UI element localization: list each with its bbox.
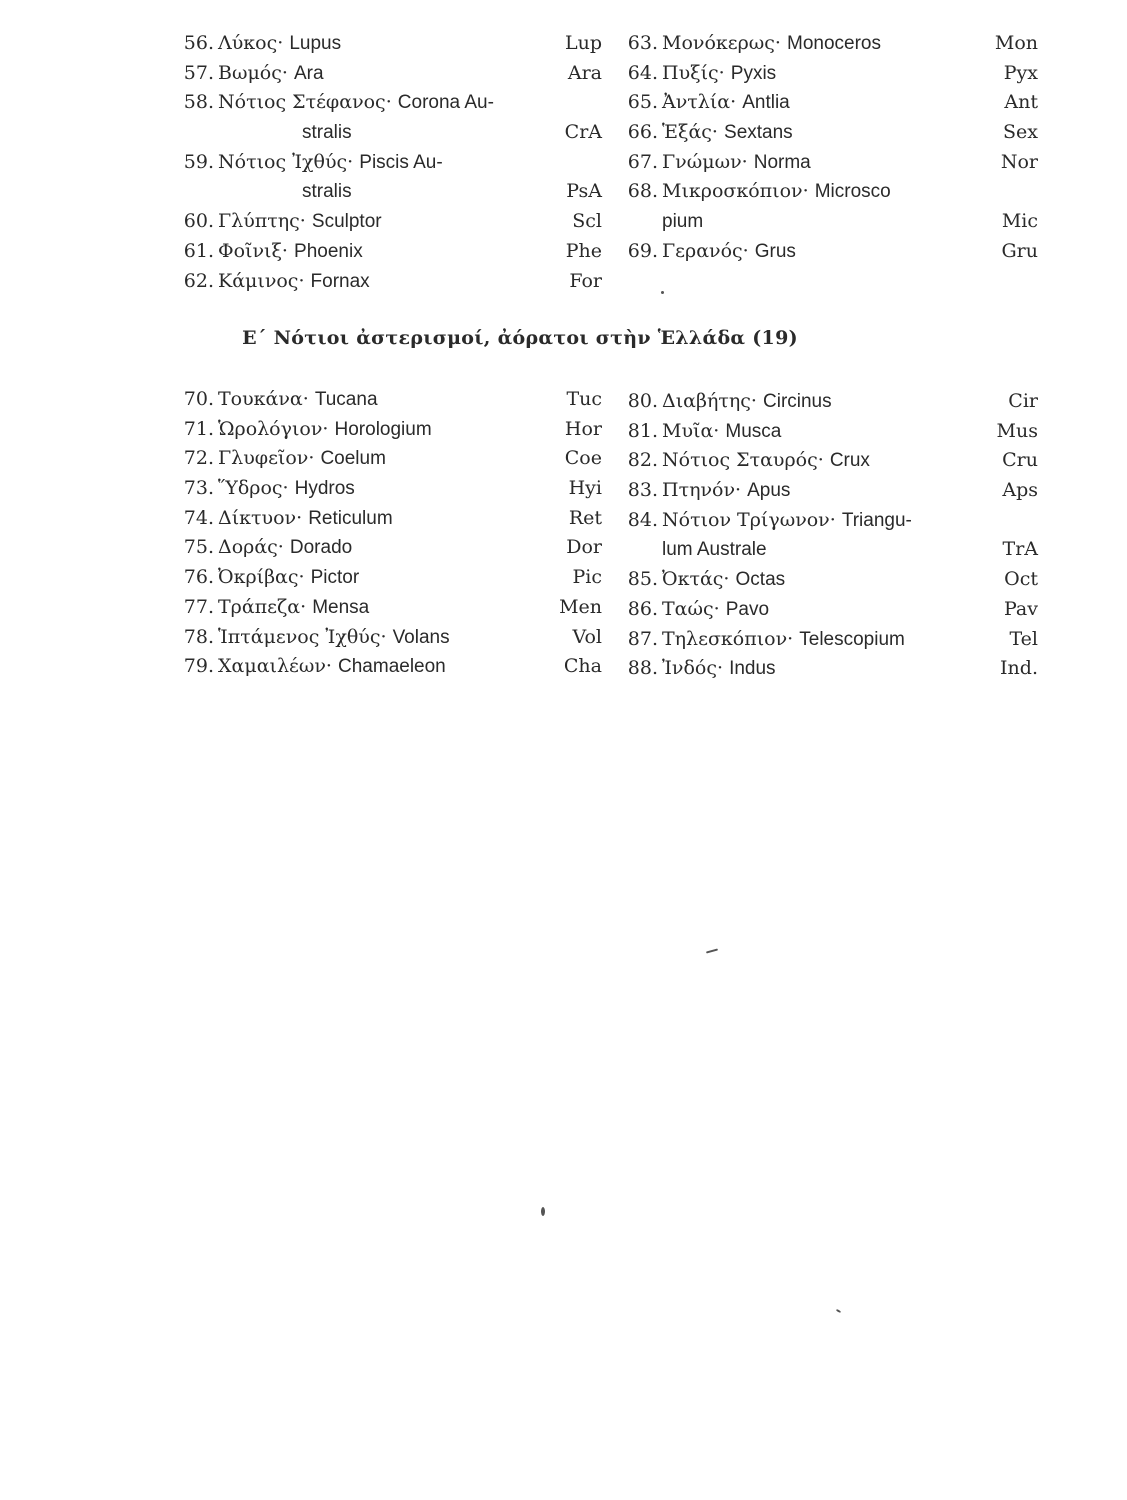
latin-name: Coelum <box>320 448 386 470</box>
constellation-row <box>172 148 604 178</box>
constellation-row <box>616 59 1040 89</box>
greek-name: Γλύπτης· <box>218 210 306 233</box>
constellation-number: 56. <box>183 32 214 54</box>
greek-name: Ἀντλία· <box>662 91 737 114</box>
constellation-number: 63. <box>627 32 658 54</box>
constellation-abbreviation: Sex <box>1003 121 1038 144</box>
greek-name: Ὕδρος· <box>218 477 289 500</box>
constellation-abbreviation: Ant <box>1004 91 1038 114</box>
constellation-abbreviation: Cha <box>563 655 602 678</box>
constellation-row <box>616 148 1040 178</box>
greek-name: Ἰνδός· <box>662 657 724 680</box>
greek-name: Γλυφεῖον· <box>218 447 315 470</box>
constellation-row <box>616 595 1040 625</box>
latin-name: Reticulum <box>308 507 393 529</box>
greek-name: Μονόκερως· <box>662 32 781 54</box>
constellation-name <box>662 387 832 417</box>
constellation-row <box>616 476 1040 506</box>
constellation-number: 58. <box>183 91 214 114</box>
constellation-number: 83. <box>627 479 658 502</box>
constellation-name <box>218 267 370 297</box>
constellation-row <box>172 652 604 682</box>
constellation-row <box>172 504 604 534</box>
latin-name: Lupus <box>289 33 342 54</box>
constellation-row <box>616 207 1040 237</box>
latin-name: Crux <box>829 450 870 472</box>
constellation-abbreviation: Vol <box>572 625 602 648</box>
constellation-name <box>218 385 378 415</box>
greek-name: Τηλεσκόπιον· <box>662 627 794 650</box>
constellation-row <box>172 207 604 237</box>
greek-name: Διαβήτης· <box>662 390 757 412</box>
constellation-row <box>172 593 604 623</box>
constellation-abbreviation: Lup <box>564 32 602 54</box>
constellation-number: 85. <box>627 568 658 591</box>
constellation-number: 59. <box>183 150 214 173</box>
top-left-list <box>172 29 604 296</box>
greek-name: Νότιος Σταυρός· <box>662 449 824 472</box>
constellation-row <box>616 237 1040 267</box>
constellation-number: 78. <box>183 625 214 648</box>
constellation-name <box>218 207 382 237</box>
constellation-abbreviation: Ind. <box>1000 657 1038 680</box>
latin-name: Indus <box>729 658 776 680</box>
constellation-row <box>172 29 604 59</box>
constellation-row <box>616 88 1040 118</box>
greek-name: Ὀκτάς· <box>662 568 730 591</box>
greek-name: Ὡρολόγιον· <box>218 417 329 440</box>
greek-name: Λύκος· <box>218 32 284 54</box>
greek-name: Βωμός· <box>218 61 288 84</box>
constellation-name <box>662 654 776 684</box>
constellation-number: 71. <box>183 417 214 440</box>
constellation-abbreviation: Pyx <box>1003 61 1038 84</box>
scan-speck <box>706 948 718 953</box>
latin-name: Pavo <box>725 598 770 620</box>
constellation-abbreviation: Cir <box>1008 390 1038 412</box>
constellation-name <box>662 177 891 207</box>
constellation-abbreviation: Tuc <box>566 388 602 410</box>
constellation-abbreviation: Ara <box>567 61 602 84</box>
constellation-number: 80. <box>627 390 658 412</box>
constellation-abbreviation: Mus <box>996 419 1038 442</box>
constellation-abbreviation: Oct <box>1004 568 1038 591</box>
latin-name: Hydros <box>294 478 355 500</box>
constellation-row <box>172 59 604 89</box>
constellation-name <box>662 506 912 536</box>
latin-name: stralis <box>302 181 352 203</box>
constellation-name <box>218 504 393 534</box>
constellation-row <box>172 237 604 267</box>
greek-name: Νότιος Ἰχθύς· <box>218 150 354 173</box>
constellation-name <box>662 625 905 655</box>
constellation-row <box>172 444 604 474</box>
constellation-name <box>662 595 769 625</box>
latin-name: Sextans <box>724 122 793 144</box>
constellation-name <box>218 444 386 474</box>
greek-name: Δοράς· <box>218 536 284 559</box>
scan-speck <box>836 1309 841 1313</box>
latin-name: Grus <box>754 240 796 262</box>
top-right-list <box>616 29 1040 267</box>
bottom-left-list <box>172 385 604 682</box>
latin-name: pium <box>662 211 704 233</box>
constellation-name <box>218 474 355 504</box>
constellation-abbreviation: Scl <box>572 210 602 233</box>
constellation-number: 69. <box>627 239 658 262</box>
constellation-abbreviation: Cru <box>1002 449 1038 472</box>
constellation-row <box>616 387 1040 417</box>
constellation-abbreviation: Pav <box>1004 597 1038 620</box>
constellation-number: 86. <box>627 597 658 620</box>
greek-name: Κάμινος· <box>218 269 305 292</box>
latin-name: Circinus <box>763 391 832 412</box>
constellation-abbreviation: Ret <box>568 506 602 529</box>
constellation-abbreviation: PsA <box>566 180 602 203</box>
latin-name: Microsco <box>814 181 891 203</box>
constellation-abbreviation: For <box>569 269 602 292</box>
constellation-name <box>662 118 793 148</box>
latin-name: Antlia <box>742 92 790 114</box>
latin-name: Pyxis <box>730 62 777 84</box>
constellation-name <box>218 415 432 445</box>
constellation-number: 60. <box>183 210 214 233</box>
constellation-number: 70. <box>183 388 214 410</box>
latin-name: Horologium <box>334 418 432 440</box>
latin-name: Volans <box>392 626 450 648</box>
constellation-number: 68. <box>627 180 658 203</box>
latin-name: Apus <box>747 480 791 502</box>
latin-name: Ara <box>293 62 324 84</box>
constellation-row <box>172 177 604 207</box>
constellation-name <box>662 237 796 267</box>
constellation-abbreviation: Coe <box>564 447 602 470</box>
greek-name: Γερανός· <box>662 239 749 262</box>
constellation-row <box>616 506 1040 536</box>
latin-name: Dorado <box>289 537 353 559</box>
constellation-name <box>662 148 811 178</box>
latin-name: Norma <box>753 151 811 173</box>
constellation-row <box>172 118 604 148</box>
constellation-number: 75. <box>183 536 214 559</box>
greek-name: Πυξίς· <box>662 61 725 84</box>
constellation-name <box>218 533 352 563</box>
constellation-abbreviation: Tel <box>1009 627 1038 650</box>
constellation-row <box>172 88 604 118</box>
latin-name: Pictor <box>310 567 360 589</box>
constellation-name <box>662 417 781 447</box>
greek-name: Ὀκρίβας· <box>218 566 305 589</box>
constellation-name <box>302 118 352 148</box>
constellation-row <box>172 563 604 593</box>
latin-name: Corona Au- <box>397 92 494 114</box>
greek-name: Τουκάνα· <box>218 388 309 410</box>
constellation-abbreviation: Aps <box>1002 479 1038 502</box>
latin-name: Mensa <box>312 596 370 618</box>
constellation-number: 76. <box>183 566 214 589</box>
constellation-row <box>172 267 604 297</box>
constellation-name <box>662 88 790 118</box>
constellation-row <box>172 533 604 563</box>
greek-name: Πτηνόν· <box>662 479 742 502</box>
constellation-name <box>662 535 767 565</box>
latin-name: Monoceros <box>787 33 881 54</box>
greek-name: Δίκτυον· <box>218 506 303 529</box>
latin-name: Tucana <box>314 389 378 410</box>
greek-name: Ταώς· <box>662 597 720 620</box>
constellation-name <box>218 148 443 178</box>
scan-speck <box>541 1207 545 1216</box>
constellation-number: 62. <box>183 269 214 292</box>
latin-name: stralis <box>302 122 352 144</box>
greek-name: Νότιον Τρίγωνον· <box>662 508 836 531</box>
constellation-name <box>302 177 352 207</box>
constellation-row <box>616 118 1040 148</box>
constellation-row <box>616 625 1040 655</box>
constellation-number: 74. <box>183 506 214 529</box>
greek-name: Νότιος Στέφανος· <box>218 91 392 114</box>
constellation-row <box>172 474 604 504</box>
constellation-number: 87. <box>627 627 658 650</box>
greek-name: Χαμαιλέων· <box>218 655 332 678</box>
constellation-row <box>616 535 1040 565</box>
constellation-name <box>662 59 776 89</box>
latin-name: Chamaeleon <box>338 656 446 678</box>
constellation-number: 88. <box>627 657 658 680</box>
constellation-row <box>616 446 1040 476</box>
constellation-abbreviation: Mic <box>1001 210 1038 233</box>
constellation-row <box>616 177 1040 207</box>
constellation-row <box>616 417 1040 447</box>
constellation-row <box>172 385 604 415</box>
constellation-abbreviation: TrA <box>1002 538 1038 561</box>
constellation-name <box>662 207 703 237</box>
constellation-row <box>616 29 1040 59</box>
constellation-abbreviation: Men <box>559 595 602 618</box>
latin-name: Telescopium <box>799 628 905 650</box>
constellation-row <box>616 565 1040 595</box>
constellation-row <box>172 623 604 653</box>
constellation-number: 57. <box>183 61 214 84</box>
constellation-number: 66. <box>627 121 658 144</box>
constellation-name <box>218 88 494 118</box>
constellation-name <box>218 593 369 623</box>
greek-name: Γνώμων· <box>662 150 748 173</box>
constellation-abbreviation: Hor <box>564 417 602 440</box>
constellation-number: 81. <box>627 419 658 442</box>
constellation-number: 67. <box>627 150 658 173</box>
constellation-name <box>662 565 785 595</box>
greek-name: Μικροσκόπιον· <box>662 180 809 203</box>
constellation-abbreviation: Gru <box>1001 239 1038 262</box>
constellation-abbreviation: CrA <box>564 121 602 144</box>
latin-name: lum Australe <box>662 539 767 561</box>
constellation-number: 65. <box>627 91 658 114</box>
constellation-abbreviation: Pic <box>572 566 602 589</box>
constellation-abbreviation: Nor <box>1000 150 1038 173</box>
latin-name: Octas <box>735 569 786 591</box>
constellation-name <box>218 623 450 653</box>
latin-name: Phoenix <box>294 240 363 262</box>
greek-name: Φοῖνιξ· <box>218 239 288 262</box>
constellation-number: 72. <box>183 447 214 470</box>
constellation-name <box>662 476 790 506</box>
constellation-name <box>218 59 324 89</box>
constellation-name <box>218 29 341 59</box>
greek-name: Μυῖα· <box>662 419 720 442</box>
section-heading: Ε΄ Νότιοι ἀστερισμοί, ἀόρατοι στὴν Ἑλλάδα (19) <box>242 327 798 349</box>
constellation-name <box>662 446 870 476</box>
constellation-number: 84. <box>627 508 658 531</box>
constellation-number: 77. <box>183 595 214 618</box>
constellation-number: 82. <box>627 449 658 472</box>
greek-name: Τράπεζα· <box>218 595 307 618</box>
constellation-number: 64. <box>627 61 658 84</box>
constellation-name <box>218 563 359 593</box>
constellation-abbreviation: Hyi <box>568 477 602 500</box>
constellation-abbreviation: Phe <box>565 239 602 262</box>
scan-speck <box>661 291 664 294</box>
bottom-right-list <box>616 387 1040 684</box>
constellation-name <box>662 29 881 59</box>
constellation-number: 73. <box>183 477 214 500</box>
latin-name: Sculptor <box>311 211 382 233</box>
greek-name: Ἱπτάμενος Ἰχθύς· <box>218 625 387 648</box>
constellation-number: 61. <box>183 239 214 262</box>
constellation-number: 79. <box>183 655 214 678</box>
constellation-abbreviation: Dor <box>566 536 602 559</box>
latin-name: Piscis Au- <box>359 151 443 173</box>
constellation-name <box>218 237 363 267</box>
constellation-row <box>172 415 604 445</box>
latin-name: Triangu- <box>841 509 912 531</box>
constellation-name <box>218 652 446 682</box>
latin-name: Fornax <box>310 270 370 292</box>
latin-name: Musca <box>725 420 782 442</box>
greek-name: Ἑξάς· <box>662 121 718 144</box>
constellation-row <box>616 654 1040 684</box>
constellation-abbreviation: Mon <box>994 32 1038 54</box>
